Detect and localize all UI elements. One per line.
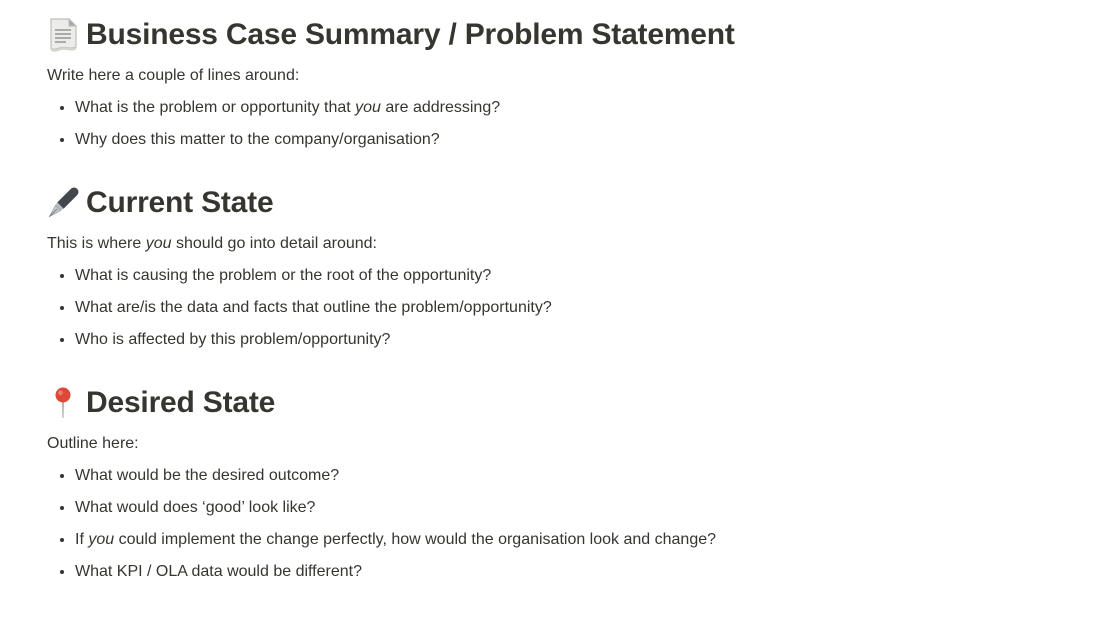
section-intro: Outline here: <box>47 435 139 452</box>
bullet-list <box>47 264 920 352</box>
list-item: • Who is affected by this problem/opportunity? <box>75 328 920 352</box>
section-heading-text: Current State <box>86 186 274 219</box>
bullet-list <box>47 96 920 152</box>
list-item: • What would does ‘good’ look like? <box>75 496 920 520</box>
section-intro: Write here a couple of lines around: <box>47 67 300 84</box>
section-heading-current-state <box>47 184 920 222</box>
section-heading-desired-state <box>47 384 920 422</box>
list-item: • What would be the desired outcome? <box>75 464 920 488</box>
list-item: • What is the problem or opportunity that you are addressing? <box>75 96 920 120</box>
section-heading-business-case <box>47 16 920 54</box>
list-item: • Why does this matter to the company/organisation? <box>75 128 920 152</box>
list-item: • What is causing the problem or the root of the opportunity? <box>75 264 920 288</box>
section-heading-text: Business Case Summary / Problem Statement <box>86 18 735 51</box>
section-intro: This is where you should go into detail around: <box>47 235 377 252</box>
fountain-pen-icon <box>47 186 79 220</box>
list-item: • What are/is the data and facts that outline the problem/opportunity? <box>75 296 920 320</box>
list-item: • If you could implement the change perfectly, how would the organisation look and change? <box>75 528 920 552</box>
section-heading-text: Desired State <box>86 386 276 419</box>
round-pushpin-icon <box>47 386 79 420</box>
page-with-curl-icon <box>47 18 79 52</box>
bullet-list <box>47 464 920 584</box>
list-item: • What KPI / OLA data would be different? <box>75 560 920 584</box>
